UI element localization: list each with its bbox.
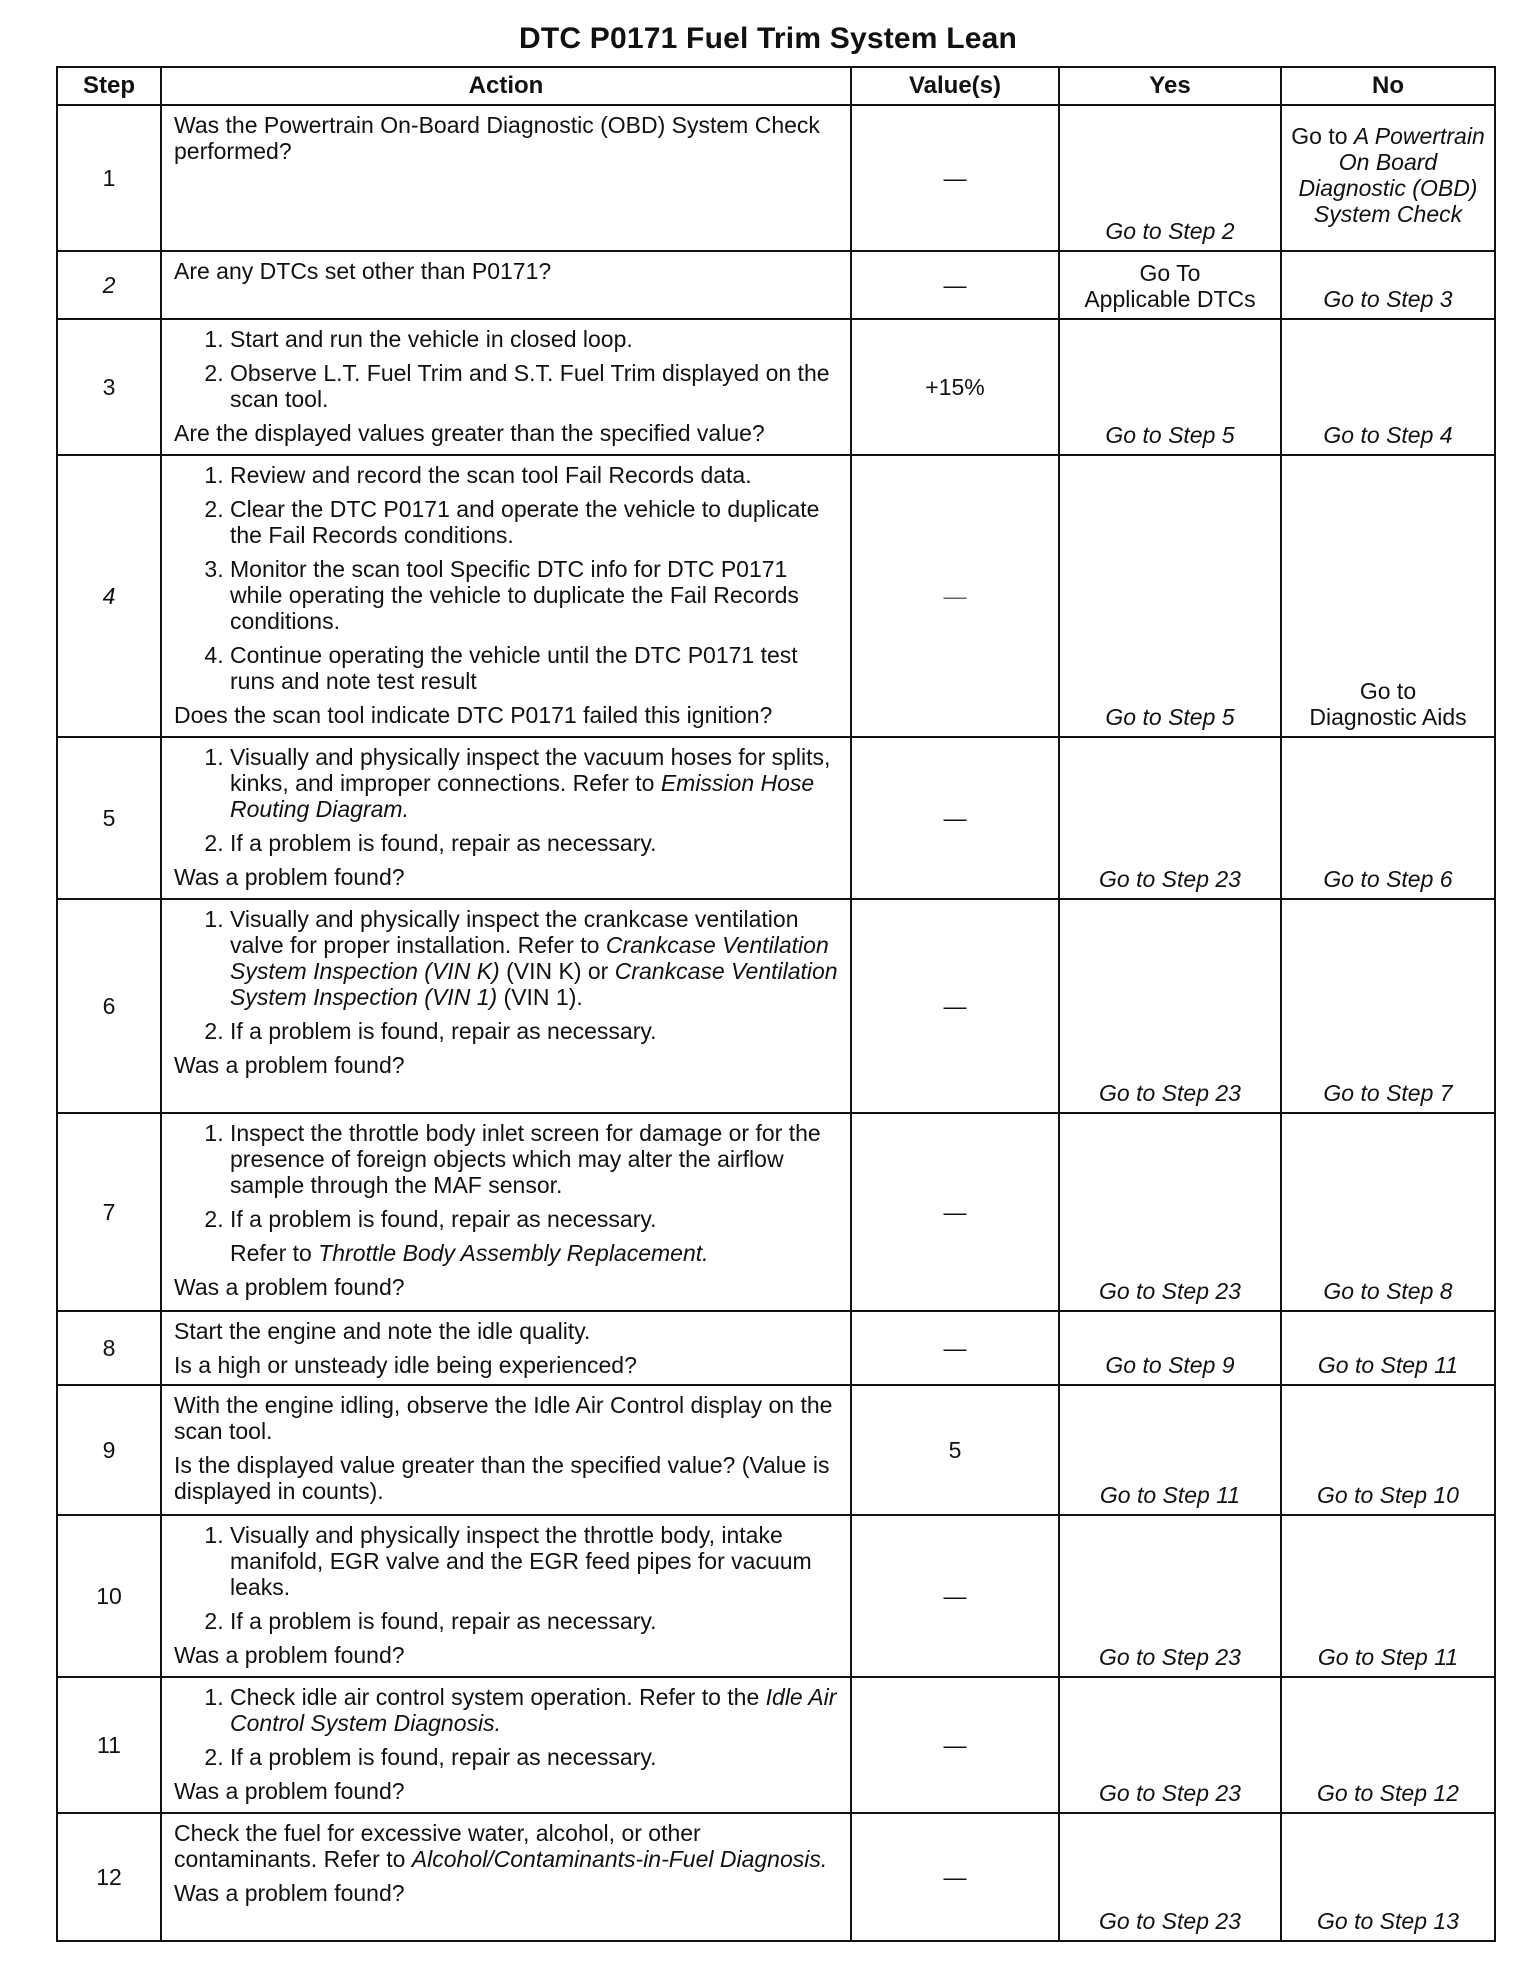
action-cell	[161, 251, 851, 319]
value-cell: —	[851, 1515, 1059, 1677]
action-steps	[174, 1684, 838, 1770]
action-question: Are the displayed values greater than the specified value?	[174, 420, 765, 446]
header-yes: Yes	[1059, 67, 1281, 105]
step-number: 1	[57, 105, 161, 251]
action-cell	[161, 899, 851, 1113]
step-number: 5	[57, 737, 161, 899]
table-row	[57, 1677, 1495, 1813]
action-step-text: (VIN 1).	[503, 984, 583, 1010]
yes-link[interactable]	[1059, 251, 1281, 319]
step-number: 7	[57, 1113, 161, 1311]
action-step	[230, 906, 838, 1010]
action-step-text: 2. If a problem is found, repair as necessary.	[230, 1206, 657, 1232]
header-values: Value(s)	[851, 67, 1059, 105]
action-text: Are any DTCs set other than P0171?	[174, 258, 552, 284]
action-step: 4. Continue operating the vehicle until the DTC P0171 test runs and note test result	[230, 642, 838, 694]
value-cell: —	[851, 455, 1059, 737]
action-cell	[161, 1113, 851, 1311]
action-step: 2. If a problem is found, repair as necessary.	[230, 1608, 838, 1634]
action-step-text: Visually and physically inspect the vacuum hoses for splits, kinks, and improper connections. Refer to	[230, 744, 831, 796]
no-link[interactable]: Go to Step 12	[1281, 1677, 1495, 1813]
action-cell	[161, 1515, 851, 1677]
action-text-body: Check the fuel for excessive water, alcohol, or other contaminants. Refer to	[174, 1820, 701, 1872]
action-step: 3. Monitor the scan tool Specific DTC info for DTC P0171 while operating the vehicle to duplicate the Fail Records conditions.	[230, 556, 838, 634]
action-question: Does the scan tool indicate DTC P0171 failed this ignition?	[174, 702, 773, 728]
action-step-text: (VIN K) or	[506, 958, 609, 984]
yes-link[interactable]: Go to Step 23	[1059, 1113, 1281, 1311]
no-link[interactable]: Go to Step 4	[1281, 319, 1495, 455]
no-link[interactable]	[1281, 455, 1495, 737]
reference-link[interactable]: Crankcase Ventilation System Inspection (VIN 1)	[230, 958, 838, 1010]
header-no: No	[1281, 67, 1495, 105]
value-cell: —	[851, 1311, 1059, 1385]
no-link[interactable]: Go to Step 11	[1281, 1515, 1495, 1677]
yes-link[interactable]: Go to Step 5	[1059, 455, 1281, 737]
table-row	[57, 1385, 1495, 1515]
no-link[interactable]: Go to Step 11	[1281, 1311, 1495, 1385]
action-step: 2. If a problem is found, repair as necessary.	[230, 1744, 838, 1770]
page-title: DTC P0171 Fuel Trim System Lean	[518, 22, 1018, 55]
action-question: Was a problem found?	[174, 1778, 405, 1804]
yes-link[interactable]: Go to Step 2	[1059, 105, 1281, 251]
action-cell	[161, 455, 851, 737]
table-row	[57, 1311, 1495, 1385]
reference-link[interactable]: Idle Air Control System Diagnosis.	[230, 1684, 837, 1736]
table-row	[57, 251, 1495, 319]
value-cell: 5	[851, 1385, 1059, 1515]
no-link[interactable]: Go to Step 13	[1281, 1813, 1495, 1941]
yes-link[interactable]: Go to Step 23	[1059, 1813, 1281, 1941]
action-step: 1. Review and record the scan tool Fail Records data.	[230, 462, 838, 488]
action-text: Start the engine and note the idle quality.	[174, 1318, 591, 1344]
no-link-prefix: Go to	[1291, 123, 1354, 149]
no-link[interactable]: Go to Step 8	[1281, 1113, 1495, 1311]
action-step: 2. Clear the DTC P0171 and operate the vehicle to duplicate the Fail Records conditions.	[230, 496, 838, 548]
step-number: 4	[57, 455, 161, 737]
action-question: Was a problem found?	[174, 864, 405, 890]
step-number: 2	[57, 251, 161, 319]
yes-link[interactable]: Go to Step 9	[1059, 1311, 1281, 1385]
action-step: 1. Inspect the throttle body inlet screen for damage or for the presence of foreign objects which may alter the airflow sample through the MAF sensor.	[230, 1120, 838, 1198]
diagnostic-table	[56, 66, 1496, 1942]
action-steps	[174, 744, 838, 856]
value-cell: —	[851, 251, 1059, 319]
action-text	[174, 1820, 838, 1872]
action-cell	[161, 1311, 851, 1385]
action-text: Was the Powertrain On-Board Diagnostic (OBD) System Check performed?	[174, 112, 820, 164]
action-cell	[161, 1677, 851, 1813]
table-row	[57, 105, 1495, 251]
action-step-text: Visually and physically inspect the crankcase ventilation valve for proper installation. Refer to	[230, 906, 799, 958]
no-link-ref: Powertrain On Board Diagnostic (OBD) System Check	[1298, 123, 1485, 227]
action-cell	[161, 319, 851, 455]
action-question: Is the displayed value greater than the specified value? (Value is displayed in counts).	[174, 1452, 830, 1504]
table-row	[57, 319, 1495, 455]
no-link[interactable]: Go to Step 10	[1281, 1385, 1495, 1515]
no-link-line2: Diagnostic Aids	[1309, 704, 1467, 730]
table-row	[57, 737, 1495, 899]
value-cell: —	[851, 899, 1059, 1113]
yes-link[interactable]: Go to Step 23	[1059, 899, 1281, 1113]
action-step: 1. Visually and physically inspect the throttle body, intake manifold, EGR valve and the EGR feed pipes for vacuum leaks.	[230, 1522, 838, 1600]
no-link[interactable]: Go to Step 7	[1281, 899, 1495, 1113]
table-row	[57, 1515, 1495, 1677]
yes-link[interactable]: Go to Step 5	[1059, 319, 1281, 455]
table-row	[57, 1813, 1495, 1941]
action-step	[230, 744, 838, 822]
table-row	[57, 899, 1495, 1113]
no-link[interactable]	[1281, 105, 1495, 251]
table-row	[57, 1113, 1495, 1311]
no-link[interactable]: Go to Step 6	[1281, 737, 1495, 899]
action-step: 2. If a problem is found, repair as necessary.	[230, 830, 838, 856]
header-action: Action	[161, 67, 851, 105]
no-link-line1: Go to	[1359, 678, 1417, 704]
action-question: Was a problem found?	[174, 1274, 405, 1300]
step-number: 8	[57, 1311, 161, 1385]
step-number: 12	[57, 1813, 161, 1941]
table-row	[57, 455, 1495, 737]
value-cell: —	[851, 1813, 1059, 1941]
reference-link[interactable]: Emission Hose Routing Diagram.	[230, 770, 815, 822]
action-cell	[161, 737, 851, 899]
no-link[interactable]: Go to Step 3	[1281, 251, 1495, 319]
action-steps	[174, 462, 838, 694]
action-cell	[161, 105, 851, 251]
step-number: 11	[57, 1677, 161, 1813]
header-step: Step	[57, 67, 161, 105]
yes-link[interactable]: Go to Step 23	[1059, 737, 1281, 899]
action-cell	[161, 1385, 851, 1515]
action-steps	[174, 326, 838, 412]
action-step: 2. If a problem is found, repair as necessary.	[230, 1018, 838, 1044]
action-question: Is a high or unsteady idle being experienced?	[174, 1352, 637, 1378]
value-cell: —	[851, 737, 1059, 899]
action-text: With the engine idling, observe the Idle Air Control display on the scan tool.	[174, 1392, 833, 1444]
no-link-ref-start: A	[1353, 123, 1369, 149]
action-question: Was a problem found?	[174, 1052, 405, 1078]
reference-link[interactable]: Crankcase Ventilation System Inspection (VIN K)	[230, 932, 829, 984]
action-step-text: Refer to	[230, 1240, 312, 1266]
yes-link[interactable]: Go to Step 23	[1059, 1515, 1281, 1677]
action-step	[230, 1206, 838, 1266]
header-row	[57, 67, 1495, 105]
yes-link-line1: Go To	[1139, 260, 1201, 286]
action-step-text: Check idle air control system operation. Refer to the	[230, 1684, 760, 1710]
action-cell	[161, 1813, 851, 1941]
action-steps	[174, 1120, 838, 1266]
action-steps	[174, 1522, 838, 1634]
reference-link[interactable]: Throttle Body Assembly Replacement.	[318, 1240, 709, 1266]
action-steps	[174, 906, 838, 1044]
yes-link[interactable]: Go to Step 11	[1059, 1385, 1281, 1515]
value-cell: —	[851, 1113, 1059, 1311]
yes-link-line2: Applicable DTCs	[1084, 286, 1256, 312]
step-number: 6	[57, 899, 161, 1113]
action-step: 2. Observe L.T. Fuel Trim and S.T. Fuel Trim displayed on the scan tool.	[230, 360, 838, 412]
step-number: 9	[57, 1385, 161, 1515]
step-number: 3	[57, 319, 161, 455]
step-number: 10	[57, 1515, 161, 1677]
action-step: 1. Start and run the vehicle in closed loop.	[230, 326, 838, 352]
action-step	[230, 1684, 838, 1736]
reference-link[interactable]: Alcohol/Contaminants-in-Fuel Diagnosis.	[411, 1846, 828, 1872]
value-cell: —	[851, 105, 1059, 251]
action-question: Was a problem found?	[174, 1880, 405, 1906]
action-question: Was a problem found?	[174, 1642, 405, 1668]
value-cell: +15%	[851, 319, 1059, 455]
value-cell: —	[851, 1677, 1059, 1813]
yes-link[interactable]: Go to Step 23	[1059, 1677, 1281, 1813]
